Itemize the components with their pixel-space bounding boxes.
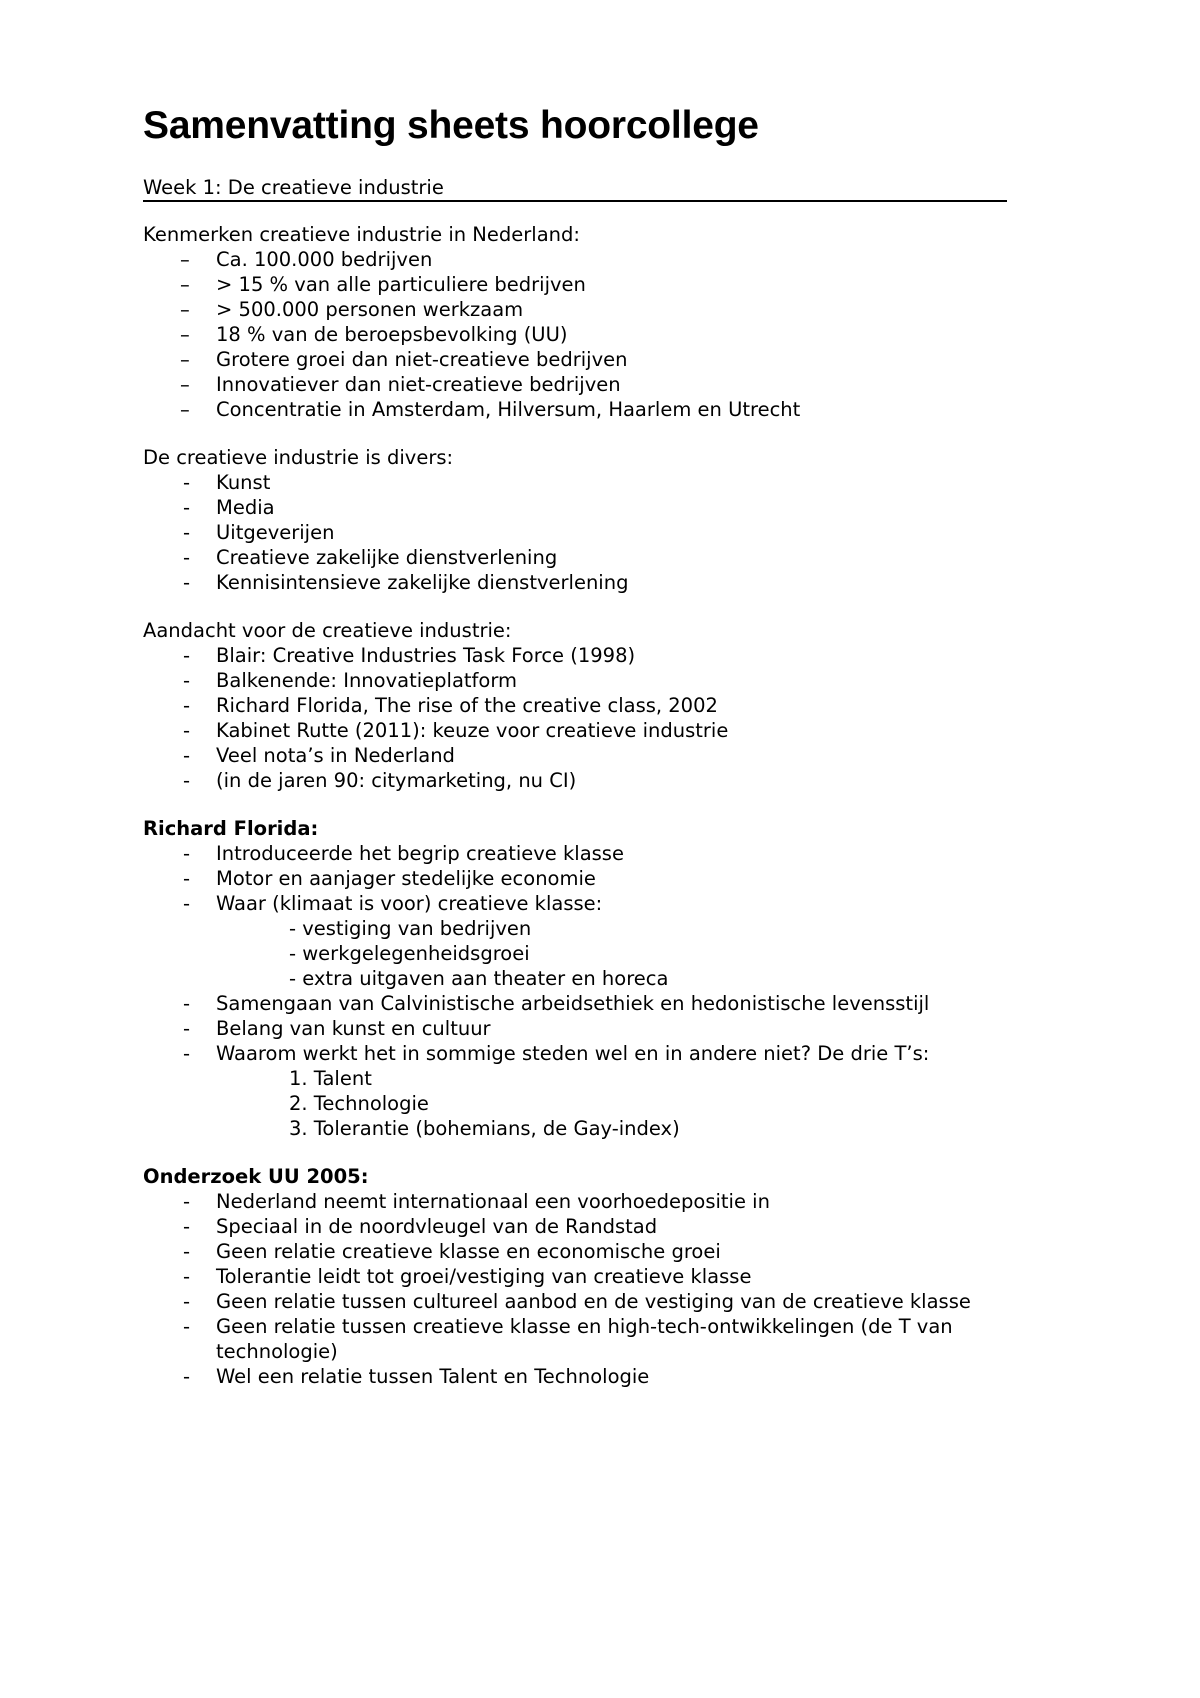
list-item — [143, 1214, 1063, 1239]
dash-bullet: - — [183, 496, 191, 519]
list-item — [143, 743, 1063, 768]
dash-bullet: - — [183, 892, 191, 915]
list-item — [143, 1289, 1063, 1314]
dash-bullet: - — [183, 669, 191, 692]
list-item-text: Samengaan van Calvinistische arbeidsethiek en hedonistische levensstijl — [216, 992, 930, 1015]
page-title: Samenvatting sheets hoorcollege — [143, 104, 759, 147]
list-item — [143, 397, 1063, 422]
list-item-text: > 500.000 personen werkzaam — [216, 298, 524, 321]
list-item-text: Uitgeverijen — [216, 521, 335, 544]
list-item-text: Kunst — [216, 471, 271, 494]
dash-bullet: - — [183, 992, 191, 1015]
list-item — [143, 272, 1063, 297]
dash-bullet: - — [183, 1042, 191, 1065]
section-heading: Onderzoek UU 2005: — [143, 1165, 369, 1188]
list-item-text: Waar (klimaat is voor) creatieve klasse: — [216, 892, 603, 915]
list-item-text: Concentratie in Amsterdam, Hilversum, Haarlem en Utrecht — [216, 398, 801, 421]
list-item-text: Media — [216, 496, 275, 519]
list-item-text: Motor en aanjager stedelijke economie — [216, 867, 596, 890]
list-item — [143, 1239, 1063, 1264]
list-item-text: Kennisintensieve zakelijke dienstverlening — [216, 571, 629, 594]
list-item — [143, 693, 1063, 718]
dash-bullet: - — [183, 1017, 191, 1040]
list-item — [143, 668, 1063, 693]
section-heading: Aandacht voor de creatieve industrie: — [143, 619, 512, 642]
dash-bullet: – — [180, 323, 190, 346]
section-heading: Kenmerken creatieve industrie in Nederland: — [143, 223, 580, 246]
list-item-text: 18 % van de beroepsbevolking (UU) — [216, 323, 568, 346]
section-aandacht — [143, 618, 1063, 793]
list-item-text: Ca. 100.000 bedrijven — [216, 248, 433, 271]
list-item-text: Richard Florida, The rise of the creative class, 2002 — [216, 694, 718, 717]
dash-bullet: – — [180, 298, 190, 321]
section-heading: De creatieve industrie is divers: — [143, 446, 454, 469]
list-item — [143, 372, 1063, 397]
section-divers — [143, 445, 1063, 595]
list-item — [143, 470, 1063, 495]
list-item-text: (in de jaren 90: citymarketing, nu CI) — [216, 769, 577, 792]
numbered-item: 2. Technologie — [289, 1092, 429, 1115]
list-item-text: Creatieve zakelijke dienstverlening — [216, 546, 558, 569]
list-item-text: Belang van kunst en cultuur — [216, 1017, 491, 1040]
list-item — [143, 991, 1063, 1016]
dash-bullet: - — [183, 867, 191, 890]
list-item — [143, 891, 1063, 991]
dash-bullet: - — [183, 644, 191, 667]
list-item — [143, 545, 1063, 570]
dash-bullet: - — [183, 571, 191, 594]
dash-bullet: - — [183, 694, 191, 717]
dash-bullet: - — [183, 1240, 191, 1263]
section-heading: Richard Florida: — [143, 817, 319, 840]
sub-list-item: - vestiging van bedrijven — [289, 917, 532, 940]
list-item — [143, 1016, 1063, 1041]
list-item — [143, 1189, 1063, 1214]
list-item — [143, 1264, 1063, 1289]
list-item — [143, 866, 1063, 891]
bullet-list — [143, 470, 1063, 595]
list-item-text: Geen relatie tussen cultureel aanbod en de vestiging van de creatieve klasse — [216, 1290, 971, 1313]
bullet-list — [143, 247, 1063, 422]
numbered-list — [216, 1066, 1063, 1141]
list-item — [143, 1314, 1016, 1364]
sub-list-item: - extra uitgaven aan theater en horeca — [289, 967, 669, 990]
list-item-text: Geen relatie creatieve klasse en economische groei — [216, 1240, 721, 1263]
list-item-text: Nederland neemt internationaal een voorhoedepositie in — [216, 1190, 770, 1213]
list-item-text: Waarom werkt het in sommige steden wel en in andere niet? De drie T’s: — [216, 1042, 930, 1065]
list-item-text: Introduceerde het begrip creatieve klasse — [216, 842, 624, 865]
dash-bullet: - — [183, 842, 191, 865]
list-item-text: Balkenende: Innovatieplatform — [216, 669, 518, 692]
dash-bullet: – — [180, 373, 190, 396]
list-item-text: > 15 % van alle particuliere bedrijven — [216, 273, 586, 296]
dash-bullet: – — [180, 348, 190, 371]
dash-bullet: - — [183, 1315, 191, 1338]
list-item — [143, 1041, 1063, 1141]
list-item — [143, 768, 1063, 793]
list-item-text: Tolerantie leidt tot groei/vestiging van creatieve klasse — [216, 1265, 752, 1288]
list-item-text: Wel een relatie tussen Talent en Technologie — [216, 1365, 650, 1388]
list-item — [143, 297, 1063, 322]
section-richard-florida — [143, 816, 1063, 1141]
list-item-text: Blair: Creative Industries Task Force (1998) — [216, 644, 636, 667]
list-item — [143, 1364, 1063, 1389]
numbered-item: 3. Tolerantie (bohemians, de Gay-index) — [289, 1117, 680, 1140]
dash-bullet: - — [183, 546, 191, 569]
dash-bullet: - — [183, 1265, 191, 1288]
list-item — [143, 520, 1063, 545]
list-item-text: Speciaal in de noordvleugel van de Randstad — [216, 1215, 658, 1238]
list-item-text: Grotere groei dan niet-creatieve bedrijven — [216, 348, 628, 371]
dash-bullet: - — [183, 744, 191, 767]
list-item-text: Geen relatie tussen creatieve klasse en high-tech-ontwikkelingen (de T van technologie) — [216, 1315, 953, 1363]
list-item — [143, 643, 1063, 668]
week-heading: Week 1: De creatieve industrie — [143, 175, 1007, 202]
dash-bullet: – — [180, 248, 190, 271]
dash-bullet: - — [183, 769, 191, 792]
section-onderzoek-uu — [143, 1164, 1063, 1389]
dash-bullet: – — [180, 273, 190, 296]
sub-list-item: - werkgelegenheidsgroei — [289, 942, 530, 965]
list-item — [143, 495, 1063, 520]
dash-bullet: – — [180, 398, 190, 421]
list-item — [143, 247, 1063, 272]
list-item — [143, 841, 1063, 866]
dash-bullet: - — [183, 719, 191, 742]
dash-bullet: - — [183, 521, 191, 544]
dash-bullet: - — [183, 1215, 191, 1238]
dash-bullet: - — [183, 1190, 191, 1213]
sub-list — [216, 916, 1063, 991]
document-body — [143, 222, 1063, 1412]
bullet-list — [143, 643, 1063, 793]
dash-bullet: - — [183, 471, 191, 494]
list-item-text: Kabinet Rutte (2011): keuze voor creatieve industrie — [216, 719, 729, 742]
section-kenmerken — [143, 222, 1063, 422]
list-item — [143, 347, 1063, 372]
list-item-text: Veel nota’s in Nederland — [216, 744, 455, 767]
bullet-list — [143, 1189, 1063, 1389]
list-item-text: Innovatiever dan niet-creatieve bedrijven — [216, 373, 621, 396]
list-item — [143, 322, 1063, 347]
bullet-list — [143, 841, 1063, 1141]
dash-bullet: - — [183, 1290, 191, 1313]
list-item — [143, 570, 1063, 595]
numbered-item: 1. Talent — [289, 1067, 372, 1090]
dash-bullet: - — [183, 1365, 191, 1388]
list-item — [143, 718, 1063, 743]
